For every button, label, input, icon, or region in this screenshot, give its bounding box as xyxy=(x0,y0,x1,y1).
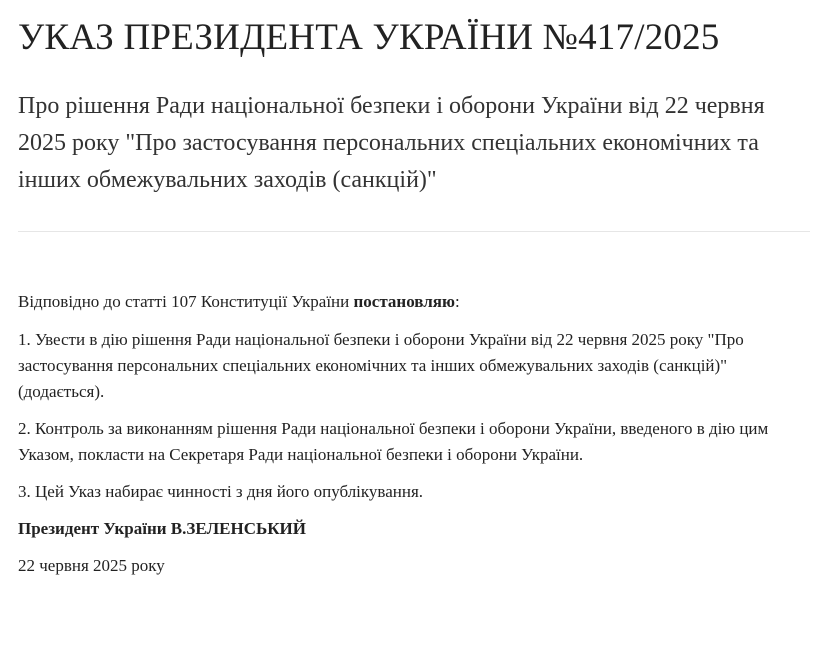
decree-item-1: 1. Увести в дію рішення Ради національної безпеки і оборони України від 22 червня 2025 року "Про застосування персональних спеціальних економічних та інших обмежувальних заходів (санкцій)" (додається). xyxy=(18,330,744,401)
divider xyxy=(18,231,810,232)
intro-text: Відповідно до статті 107 Конституції України xyxy=(18,292,354,311)
decree-body xyxy=(18,289,816,579)
intro-decree-word: постановляю xyxy=(353,292,455,311)
decree-title: УКАЗ ПРЕЗИДЕНТА УКРАЇНИ №417/2025 xyxy=(18,17,720,58)
signature: Президент України В.ЗЕЛЕНСЬКИЙ xyxy=(18,519,306,538)
decree-item-2: 2. Контроль за виконанням рішення Ради національної безпеки і оборони України, введеного в дію цим Указом, покласти на Секретаря Ради національної безпеки і оборони України. xyxy=(18,419,769,464)
decree-item-3: 3. Цей Указ набирає чинності з дня його опублікування. xyxy=(18,482,424,501)
decree-subtitle: Про рішення Ради національної безпеки і оборони України від 22 червня 2025 року "Про застосування персональних спеціальних економічних та інших обмежувальних заходів (санкцій)" xyxy=(18,93,765,193)
intro-colon: : xyxy=(454,292,460,311)
decree-date: 22 червня 2025 року xyxy=(18,556,165,575)
intro-paragraph xyxy=(18,289,788,315)
